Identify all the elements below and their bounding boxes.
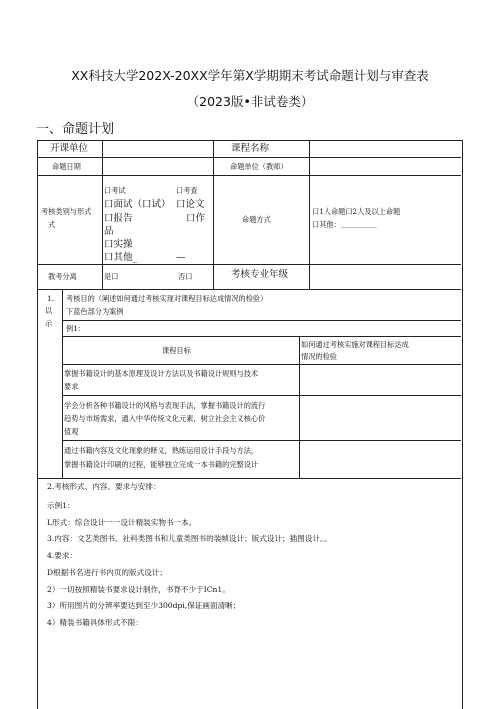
- major-grade-label: 考核专业年级: [231, 269, 289, 280]
- row-divider: [37, 157, 461, 158]
- requirements-form: L形式：综合设计一一设计精装实物书一本。: [47, 518, 197, 527]
- option-work: 口作: [186, 213, 206, 224]
- option-paper: 口论文: [176, 199, 205, 210]
- requirement-4: 4）精装书籍具体形式不限：: [47, 618, 143, 627]
- requirement-1: D根据书名进行书内页的版式设计；: [47, 568, 167, 577]
- goal-3-line-1: 通过书籍内容及文化现象的释义，熟练运用设计手段与方法，: [64, 446, 259, 455]
- option-work-cont: 品: [104, 226, 114, 237]
- method-label: 命题方式: [242, 215, 271, 224]
- course-name-label: 课程名称: [231, 143, 270, 154]
- requirement-3: 3）所用图片的分辨率要达到至少300dpi,保证画面清晰；: [47, 601, 241, 610]
- objectives-intro: 考核目的（阐述如何通过考核实现对课程目标达成情况的检验）: [66, 294, 268, 303]
- option-exam: 口考试: [104, 186, 126, 195]
- requirement-2: 2）一切按照精装书要求设计制作，书脊不少于ICn1。: [47, 585, 230, 594]
- option-other-dash: —: [176, 252, 186, 263]
- exam-date-label: 命题日期: [52, 162, 81, 171]
- row-divider: [37, 478, 461, 479]
- separation-yes: 是口: [104, 272, 119, 281]
- col-divider: [213, 140, 214, 289]
- row-divider: [37, 175, 461, 176]
- side-char-1: 以: [45, 306, 53, 315]
- exam-type-label: 考核类别与形式: [41, 207, 92, 216]
- separation-label: 教考分离: [48, 272, 77, 281]
- col-divider: [102, 140, 103, 289]
- requirements-content: 3.内容：文艺类图书、社科类图书和儿童类图书的装帧设计；版式设计；插图设计。。: [47, 534, 332, 543]
- case-note: 下蓝色部分为案例: [66, 307, 124, 316]
- row-divider: [62, 440, 461, 441]
- option-other: 口其他_: [104, 252, 138, 263]
- option-report: 口报告: [104, 213, 133, 224]
- option-check: 口考查: [176, 186, 198, 195]
- method-line-2: 口其他：＿＿＿＿＿: [312, 220, 377, 229]
- assessment-header-2: 情况的检验: [301, 352, 337, 361]
- side-char-2: 示: [45, 319, 53, 328]
- document-subtitle: （2023版•非试卷类）: [186, 94, 314, 109]
- option-practice: 口实操: [104, 239, 133, 250]
- course-unit-label: 开课单位: [50, 143, 89, 154]
- method-line-1: 口1人命题口2人及以上命题: [312, 207, 401, 216]
- col-divider: [309, 140, 310, 289]
- requirements-heading: 2.考核形式、内容、要求与安排：: [47, 482, 161, 491]
- goal-1-line-2: 要求: [64, 382, 79, 391]
- side-number: 1.: [47, 294, 54, 303]
- col-divider: [62, 289, 63, 478]
- goal-2-line-3: 值观: [64, 427, 79, 436]
- goal-3-line-2: 掌握书籍设计印刷的过程，能够独立完成一本书籍的完整设计: [64, 460, 259, 469]
- row-divider: [62, 336, 461, 337]
- requirements-example: 示例1：: [47, 501, 75, 510]
- goal-2-line-2: 趋势与市场需求，通入中华传统文化元素，树立社会主义核心价: [64, 414, 266, 423]
- option-interview: 口面试（口试）: [104, 199, 171, 210]
- goal-2-line-1: 学会分析各种书籍设计的风格与表现手法，掌握书籍设计的流行: [64, 401, 266, 410]
- exam-unit-label: 命题单位（教师）: [230, 162, 288, 171]
- row-divider: [37, 264, 461, 265]
- row-divider: [37, 289, 461, 290]
- separation-no: 否口: [178, 272, 193, 281]
- assessment-header-1: 如何通过考核实施对课程目标达成: [301, 340, 409, 349]
- row-divider: [62, 364, 461, 365]
- course-goal-header: 课程目标: [162, 346, 191, 355]
- exam-type-label-cont: 式: [48, 220, 56, 229]
- row-divider: [62, 320, 461, 321]
- row-divider: [62, 395, 461, 396]
- example-label: 例1：: [66, 324, 85, 333]
- col-divider: [299, 336, 300, 478]
- document-title: XX科技大学202X-20XX学年第X学期期末考试命题计划与审查表: [71, 68, 429, 83]
- requirements-req: 4.要求：: [47, 551, 78, 560]
- goal-1-line-1: 掌握书籍设计的基本原理及设计方法以及书籍设计规则与技术: [64, 369, 259, 378]
- section-heading: 一、命题计划: [36, 122, 115, 137]
